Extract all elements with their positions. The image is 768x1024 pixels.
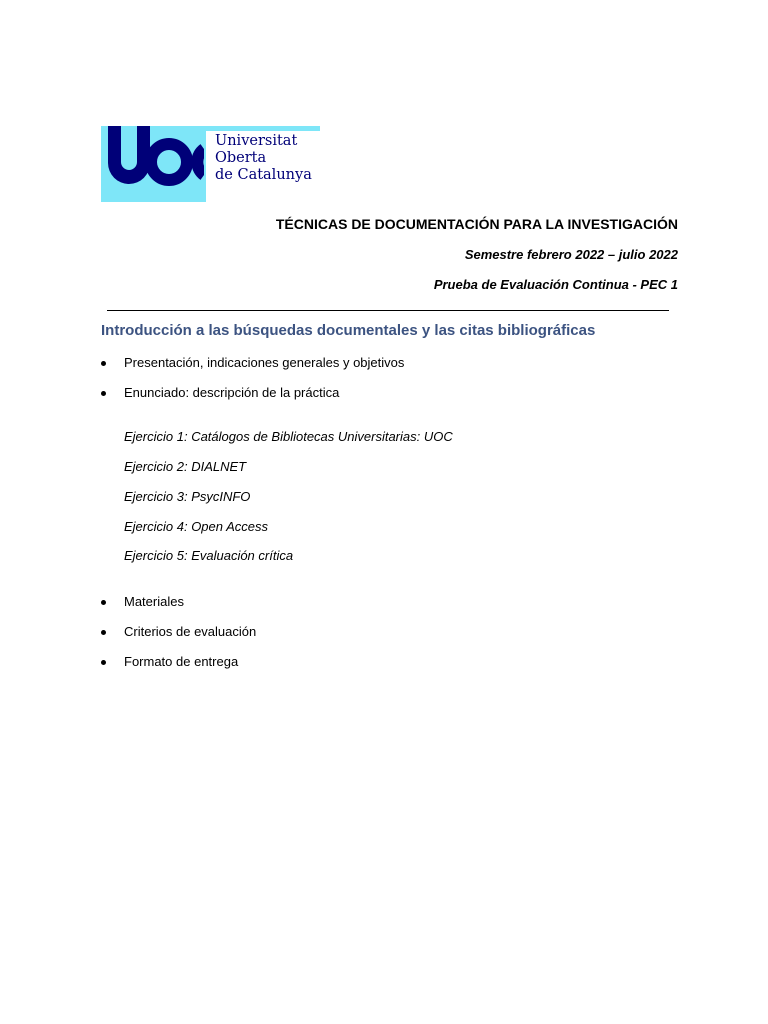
- bullet-icon: [101, 630, 106, 635]
- divider-rule: [107, 310, 669, 311]
- exercise-item: Ejercicio 4: Open Access: [124, 519, 269, 534]
- pec-line: Prueba de Evaluación Continua - PEC 1: [433, 277, 678, 292]
- exercise-item: Ejercicio 1: Catálogos de Bibliotecas Universitarias: UOC: [124, 429, 453, 444]
- bullet-icon: [101, 391, 106, 396]
- list-item-text: Formato de entrega: [124, 654, 239, 669]
- bullet-icon: [101, 660, 106, 665]
- list-item-text: Presentación, indicaciones generales y objetivos: [124, 355, 405, 370]
- bullet-icon: [101, 361, 106, 366]
- list-item-text: Materiales: [124, 594, 184, 609]
- logo-name-line-2: Oberta: [215, 150, 267, 166]
- bullet-icon: [101, 600, 106, 605]
- semester-line: Semestre febrero 2022 – julio 2022: [464, 247, 678, 262]
- logo-name-line-3: de Catalunya: [215, 167, 312, 183]
- list-item-text: Criterios de evaluación: [124, 624, 257, 639]
- section-heading: Introducción a las búsquedas documentales y las citas bibliográficas: [101, 322, 596, 339]
- exercise-item: Ejercicio 2: DIALNET: [124, 459, 247, 474]
- document-title: TÉCNICAS DE DOCUMENTACIÓN PARA LA INVESTIGACIÓN: [275, 216, 678, 232]
- list-item-text: Enunciado: descripción de la práctica: [124, 385, 340, 400]
- exercise-item: Ejercicio 3: PsycINFO: [124, 489, 251, 504]
- logo-name-line-1: Universitat: [215, 133, 298, 149]
- uoc-logo-mark: [104, 126, 204, 190]
- exercise-item: Ejercicio 5: Evaluación crítica: [124, 548, 294, 563]
- uoc-logo: [101, 126, 320, 202]
